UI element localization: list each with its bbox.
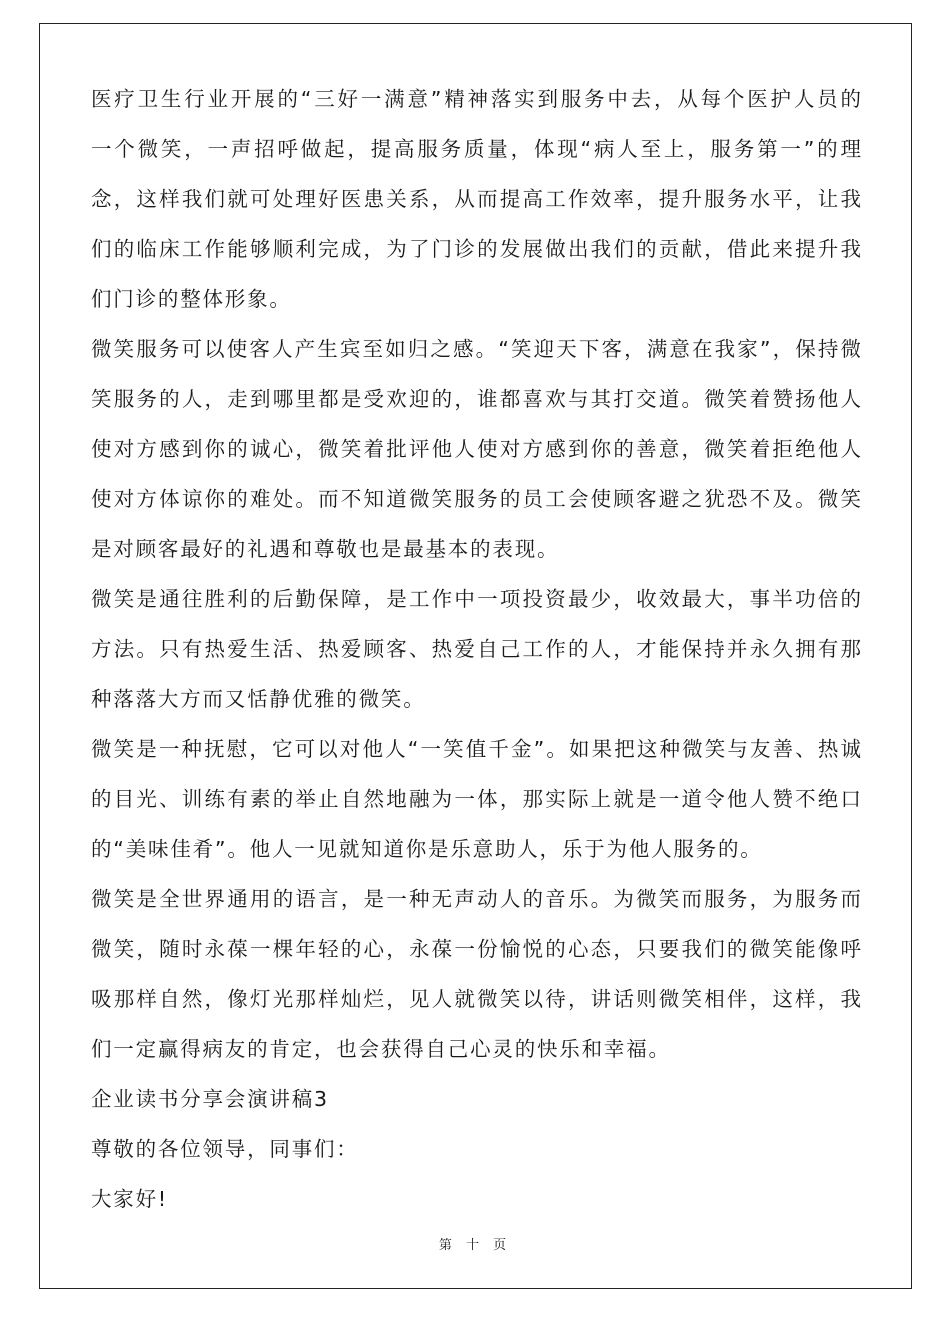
body-line: 们门诊的整体形象。	[91, 287, 292, 311]
body-line: 吸那样自然，像灯光那样灿烂，见人就微笑以待，讲话则微笑相伴，这样，我	[91, 987, 861, 1011]
page-number: 第 十 页	[438, 1238, 512, 1253]
body-line: 的“美味佳肴”。他人一见就知道你是乐意助人，乐于为他人服务的。	[91, 837, 763, 861]
body-line: 种落落大方而又恬静优雅的微笑。	[91, 687, 426, 711]
body-line: 微笑，随时永葆一棵年轻的心，永葆一份愉悦的心态，只要我们的微笑能像呼	[91, 937, 861, 961]
body-line: 微笑是一种抚慰，它可以对他人“一笑值千金”。如果把这种微笑与友善、热诚	[91, 737, 861, 761]
body-line: 微笑是通往胜利的后勤保障，是工作中一项投资最少，收效最大，事半功倍的	[91, 587, 861, 611]
body-line: 们的临床工作能够顺利完成，为了门诊的发展做出我们的贡献，借此来提升我	[91, 237, 861, 261]
body-line: 们一定赢得病友的肯定，也会获得自己心灵的快乐和幸福。	[91, 1037, 671, 1061]
greeting: 大家好!	[91, 1187, 168, 1211]
body-line: 使对方体谅你的难处。而不知道微笑服务的员工会使顾客避之犹恐不及。微笑	[91, 487, 861, 511]
body-line: 微笑服务可以使客人产生宾至如归之感。“笑迎天下客，满意在我家”，保持微	[91, 337, 861, 361]
body-line: 方法。只有热爱生活、热爱顾客、热爱自己工作的人，才能保持并永久拥有那	[91, 637, 861, 661]
body-line: 念，这样我们就可处理好医患关系，从而提高工作效率，提升服务水平，让我	[91, 187, 861, 211]
body-line: 的目光、训练有素的举止自然地融为一体，那实际上就是一道令他人赞不绝口	[91, 787, 861, 811]
body-line: 笑服务的人，走到哪里都是受欢迎的，谁都喜欢与其打交道。微笑着赞扬他人	[91, 387, 861, 411]
body-line: 使对方感到你的诚心，微笑着批评他人使对方感到你的善意，微笑着拒绝他人	[91, 437, 861, 461]
body-line: 是对顾客最好的礼遇和尊敬也是最基本的表现。	[91, 537, 560, 561]
salutation: 尊敬的各位领导，同事们：	[91, 1137, 359, 1161]
section-heading: 企业读书分享会演讲稿3	[91, 1087, 329, 1111]
body-line: 医疗卫生行业开展的“三好一满意”精神落实到服务中去，从每个医护人员的	[91, 87, 861, 111]
document-body	[91, 74, 861, 1224]
body-line: 微笑是全世界通用的语言，是一种无声动人的音乐。为微笑而服务，为服务而	[91, 887, 861, 911]
body-line: 一个微笑，一声招呼做起，提高服务质量，体现“病人至上，服务第一”的理	[91, 137, 861, 161]
